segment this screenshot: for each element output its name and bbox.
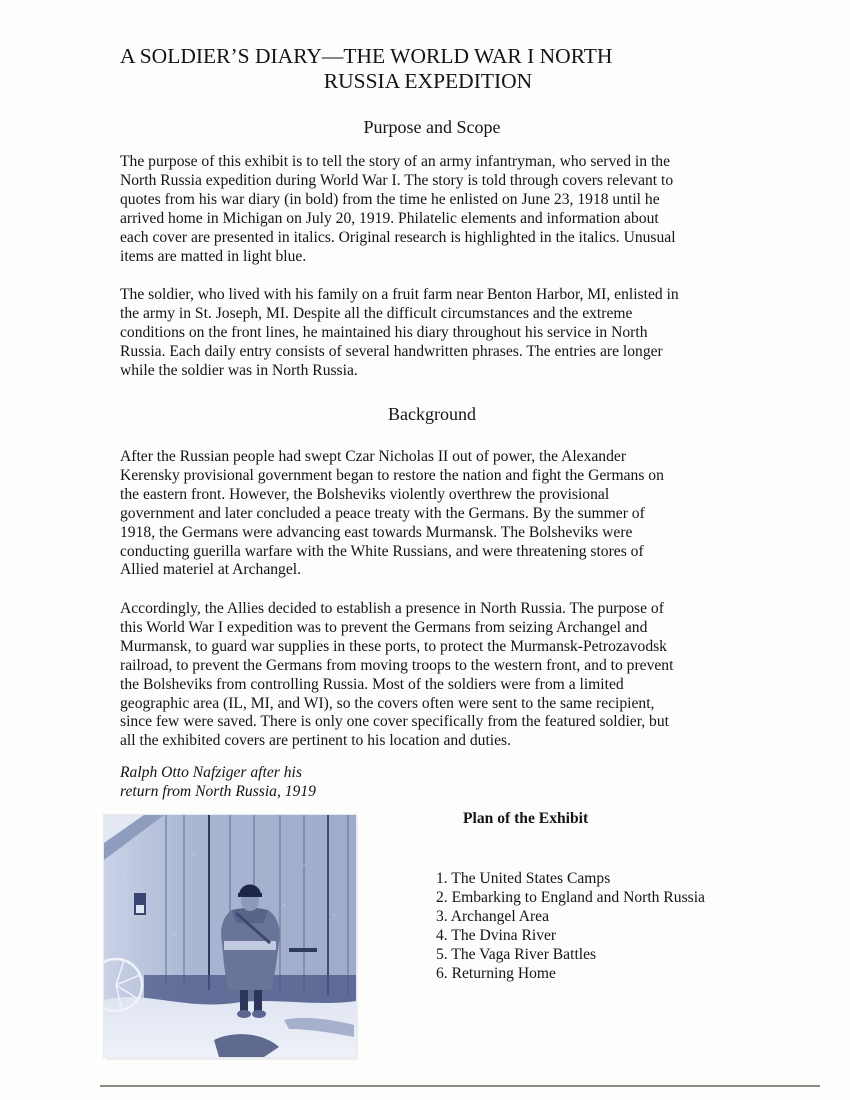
text-line: items are matted in light blue. — [120, 247, 307, 265]
bottom-divider — [100, 1085, 820, 1087]
text-line: this World War I expedition was to prevent the Germans from seizing Archangel and — [120, 618, 648, 636]
text-line: the eastern front. However, the Bolsheviks violently overthrew the provisional — [120, 485, 610, 503]
text-line: government and later concluded a peace treaty with the Germans. By the summer of — [120, 504, 645, 522]
plan-item: 4. The Dvina River — [436, 927, 557, 944]
purpose-heading: Purpose and Scope — [363, 117, 501, 137]
photo-caption — [120, 764, 316, 802]
text-line: Allied materiel at Archangel. — [120, 561, 301, 579]
background-paragraph-2 — [120, 600, 760, 751]
soldier-photograph — [104, 815, 356, 1057]
text-line: railroad, to prevent the Germans from moving troops to the western front, and to prevent — [120, 656, 674, 674]
background-heading: Background — [388, 404, 476, 424]
text-line: 1918, the Germans were advancing east towards Murmansk. The Bolsheviks were — [120, 523, 633, 541]
text-line: the army in St. Joseph, MI. Despite all the difficult circumstances and the extreme — [120, 304, 633, 322]
plan-item: 5. The Vaga River Battles — [436, 946, 597, 963]
photograph-image — [104, 815, 356, 1057]
background-paragraph-1 — [120, 448, 760, 580]
title-line-1: A SOLDIER’S DIARY—THE WORLD WAR I NORTH — [120, 44, 613, 68]
text-line: conducting guerilla warfare with the White Russians, and were threatening stores of — [120, 542, 644, 560]
purpose-paragraph-1 — [120, 153, 760, 266]
text-line: The soldier, who lived with his family on a fruit farm near Benton Harbor, MI, enlisted in — [120, 286, 679, 303]
text-line: After the Russian people had swept Czar Nicholas II out of power, the Alexander — [120, 448, 627, 465]
purpose-paragraph-2 — [120, 286, 760, 381]
text-line: each cover are presented in italics. Original research is highlighted in the italics. Unusual — [120, 228, 676, 246]
text-line: Kerensky provisional government began to restore the nation and fight the Germans on — [120, 466, 664, 484]
title-line-2: RUSSIA EXPEDITION — [323, 69, 533, 93]
text-line: conditions on the front lines, he maintained his diary throughout his service in North — [120, 323, 648, 341]
plan-item: 1. The United States Camps — [436, 870, 611, 887]
text-line: North Russia expedition during World War I. The story is told through covers relevant to — [120, 171, 674, 189]
text-line: Russia. Each daily entry consists of several handwritten phrases. The entries are longer — [120, 342, 663, 360]
caption-line: return from North Russia, 1919 — [120, 782, 316, 800]
text-line: the Bolsheviks from controlling Russia. Most of the soldiers were from a limited — [120, 675, 624, 693]
text-line: Accordingly, the Allies decided to establish a presence in North Russia. The purpose of — [120, 600, 664, 617]
plan-heading: Plan of the Exhibit — [463, 810, 589, 827]
text-line: while the soldier was in North Russia. — [120, 361, 358, 379]
text-line: all the exhibited covers are pertinent to his location and duties. — [120, 732, 512, 750]
plan-item: 6. Returning Home — [436, 965, 556, 982]
text-line: Murmansk, to guard war supplies in these ports, to protect the Murmansk-Petrozavodsk — [120, 637, 667, 655]
plan-item: 3. Archangel Area — [436, 908, 550, 925]
text-line: quotes from his war diary (in bold) from the time he enlisted on June 23, 1918 until he — [120, 190, 660, 208]
text-line: arrived home in Michigan on July 20, 1919. Philatelic elements and information about — [120, 209, 659, 227]
caption-line: Ralph Otto Nafziger after his — [120, 764, 302, 781]
text-line: since few were saved. There is only one cover specifically from the featured soldier, but — [120, 713, 669, 731]
plan-item: 2. Embarking to England and North Russia — [436, 889, 705, 906]
plan-list — [436, 869, 705, 983]
text-line: geographic area (IL, MI, and WI), so the covers often were sent to the same recipient, — [120, 694, 655, 712]
text-line: The purpose of this exhibit is to tell the story of an army infantryman, who served in the — [120, 153, 670, 170]
